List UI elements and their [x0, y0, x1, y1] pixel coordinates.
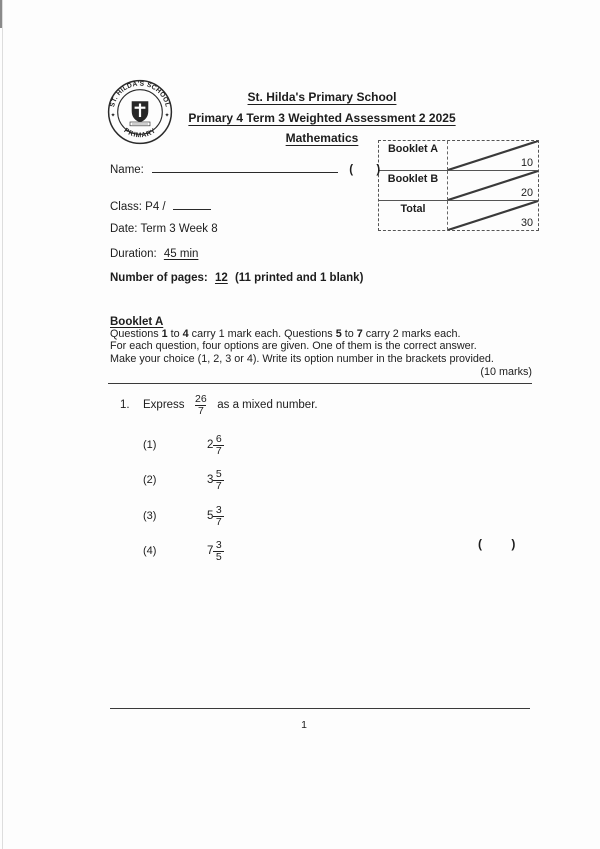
- school-name: St. Hilda's Primary School: [247, 90, 397, 104]
- class-blank-line: [173, 197, 211, 210]
- mixed-fraction: [213, 434, 224, 457]
- date-label: Date: Term 3 Week 8: [110, 223, 218, 235]
- table-row: [379, 170, 538, 200]
- pages-value: 12: [214, 272, 228, 284]
- section-divider-line: [108, 383, 532, 384]
- marks-total-value: 10: [520, 157, 533, 169]
- fraction-numerator: 6: [215, 432, 222, 445]
- option-value: [207, 469, 224, 492]
- answer-bracket-close: ): [511, 537, 516, 551]
- fraction-numerator: 26: [195, 392, 207, 405]
- star-icon: ✦: [164, 113, 170, 119]
- marks-row-label: Total: [379, 201, 448, 230]
- fraction-numerator: 3: [215, 503, 222, 516]
- option-label: (4): [143, 545, 157, 557]
- name-blank-line: [152, 160, 338, 173]
- option-label: (3): [143, 510, 157, 522]
- class-label: Class: P4 /: [110, 201, 166, 213]
- duration-label: Duration:: [110, 248, 157, 260]
- booklet-a-heading: Booklet A: [110, 316, 164, 328]
- answer-bracket-open: (: [478, 537, 482, 551]
- mixed-whole: 2: [207, 439, 214, 451]
- fraction-denominator: 7: [195, 405, 206, 417]
- mixed-whole: 3: [207, 474, 214, 486]
- fraction-numerator: 3: [215, 538, 222, 551]
- option-row-3: [143, 504, 224, 528]
- question-fraction: [193, 394, 210, 417]
- duration-row: [110, 247, 198, 261]
- fraction-denominator: 7: [213, 516, 224, 528]
- name-row: [110, 160, 380, 177]
- scan-edge-artifact: [2, 0, 3, 849]
- pages-label: Number of pages:: [110, 272, 208, 284]
- footer-divider-line: [110, 708, 530, 709]
- marks-score-cell: [448, 141, 538, 170]
- marks-table: [378, 140, 539, 231]
- date-row: [110, 222, 218, 236]
- duration-value: 45 min: [163, 248, 199, 260]
- mixed-whole: 7: [207, 545, 214, 557]
- page-number: 1: [301, 719, 307, 731]
- option-label: (1): [143, 439, 157, 451]
- marks-row-label: Booklet A: [379, 141, 448, 170]
- index-bracket-open: (: [349, 164, 354, 176]
- marks-row-label: Booklet B: [379, 171, 448, 200]
- crest-arc-top-text: ST. HILDA'S SCHOOL: [109, 80, 171, 108]
- star-icon: ✦: [110, 113, 116, 119]
- exam-title: Primary 4 Term 3 Weighted Assessment 2 2025: [188, 110, 456, 125]
- fraction-denominator: 7: [213, 480, 224, 492]
- option-row-2: [143, 468, 224, 492]
- marks-total-value: 30: [520, 217, 533, 229]
- table-row: [379, 141, 538, 170]
- option-row-1: [143, 433, 224, 457]
- mixed-fraction: [213, 540, 224, 563]
- fraction-numerator: 5: [215, 467, 222, 480]
- question-text-before: Express: [143, 399, 185, 411]
- instruction-line-2: For each question, four options are given. One of them is the correct answer.: [110, 340, 477, 353]
- scan-corner-artifact: [0, 0, 2, 28]
- section-marks-note: (10 marks): [480, 366, 532, 378]
- name-label: Name:: [110, 164, 144, 176]
- index-bracket-close: ): [376, 164, 381, 176]
- pages-row: [110, 271, 363, 285]
- instruction-line-3: Make your choice (1, 2, 3 or 4). Write its option number in the brackets provided.: [110, 352, 494, 365]
- crest-arc-bottom-text: PRIMARY: [122, 127, 158, 140]
- option-value: [207, 434, 224, 457]
- fraction-denominator: 7: [213, 445, 224, 457]
- option-value: [207, 540, 224, 563]
- subject-title: Mathematics: [285, 131, 359, 145]
- answer-brackets: [478, 537, 515, 551]
- option-label: (2): [143, 474, 157, 486]
- mixed-whole: 5: [207, 510, 214, 522]
- marks-score-cell: [448, 171, 538, 200]
- option-value: [207, 505, 224, 528]
- question-number: 1.: [120, 399, 130, 411]
- pages-note: (11 printed and 1 blank): [234, 272, 364, 284]
- option-row-4: [143, 539, 224, 563]
- class-row: [110, 197, 211, 214]
- mixed-fraction: [213, 505, 224, 528]
- table-row: [379, 200, 538, 230]
- question-text-after: as a mixed number.: [217, 399, 318, 411]
- booklet-a-instructions: [110, 328, 534, 365]
- marks-total-value: 20: [520, 187, 533, 199]
- marks-score-cell: [448, 201, 538, 230]
- mixed-fraction: [213, 469, 224, 492]
- instruction-line-1: Questions 1 to 4 carry 1 mark each. Questions 5 to 7 carry 2 marks each.: [110, 328, 461, 340]
- question-1: [120, 392, 318, 418]
- fraction-denominator: 5: [213, 551, 224, 563]
